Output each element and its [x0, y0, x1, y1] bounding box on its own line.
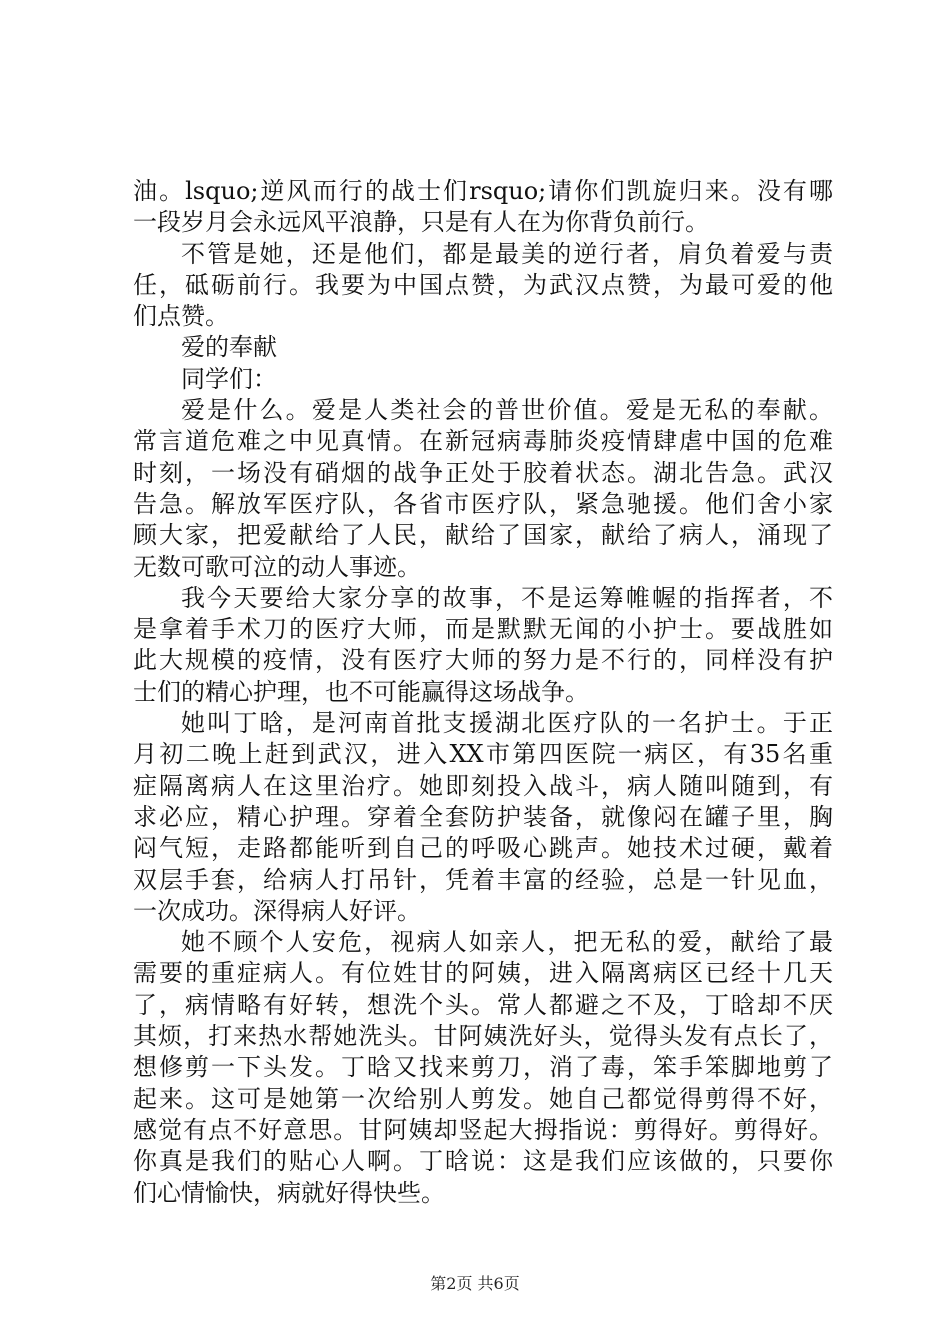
text-line: 士们的精心护理，也不可能赢得这场战争。: [133, 677, 589, 706]
text-line: 一次成功。深得病人好评。: [133, 896, 421, 925]
text-line: 时刻，一场没有硝烟的战争正处于胶着状态。湖北告急。武汉: [133, 458, 833, 487]
text-line: 她不顾个人安危，视病人如亲人，把无私的爱，献给了最: [181, 928, 833, 957]
text-line: 其烦，打来热水帮她洗头。甘阿姨洗好头，觉得头发有点长了，: [133, 1022, 833, 1051]
paragraph: [133, 176, 833, 239]
paragraph: [133, 364, 833, 395]
text-line: 油。lsquo;逆风而行的战士们rsquo;请你们凯旋归来。没有哪: [133, 177, 833, 205]
text-line: 常言道危难之中见真情。在新冠病毒肺炎疫情肆虐中国的危难: [133, 427, 833, 456]
text-line: 此大规模的疫情，没有医疗大师的努力是不行的，同样没有护: [133, 646, 833, 675]
text-line: 爱是什么。爱是人类社会的普世价值。爱是无私的奉献。: [181, 396, 833, 425]
document-body: [133, 176, 833, 1209]
text-line: 爱的奉献: [181, 333, 277, 362]
text-line: 了，病情略有好转，想洗个头。常人都避之不及，丁晗却不厌: [133, 990, 833, 1019]
page-footer: 第2页 共6页: [430, 1274, 520, 1293]
text-line: 求必应，精心护理。穿着全套防护装备，就像闷在罐子里，胸: [133, 802, 833, 831]
text-line: 你真是我们的贴心人啊。丁晗说：这是我们应该做的，只要你: [133, 1147, 833, 1176]
text-line: 起来。这可是她第一次给别人剪发。她自己都觉得剪得不好，: [133, 1084, 833, 1113]
text-line: 需要的重症病人。有位姓甘的阿姨，进入隔离病区已经十几天: [133, 959, 833, 988]
text-line: 闷气短，走路都能听到自己的呼吸心跳声。她技术过硬，戴着: [133, 834, 833, 863]
text-line: 想修剪一下头发。丁晗又找来剪刀，消了毒，笨手笨脚地剪了: [133, 1053, 833, 1082]
paragraph: [133, 239, 833, 333]
text-line: 任，砥砺前行。我要为中国点赞，为武汉点赞，为最可爱的他: [133, 270, 833, 299]
paragraph: [133, 708, 833, 927]
text-line: 症隔离病人在这里治疗。她即刻投入战斗，病人随叫随到，有: [133, 771, 833, 800]
paragraph: [133, 927, 833, 1209]
text-line: 感觉有点不好意思。甘阿姨却竖起大拇指说：剪得好。剪得好。: [133, 1115, 833, 1144]
paragraph: [133, 332, 833, 363]
text-line: 一段岁月会永远风平浪静，只是有人在为你背负前行。: [133, 208, 709, 237]
text-line: 顾大家，把爱献给了人民，献给了国家，献给了病人，涌现了: [133, 521, 833, 550]
text-line: 双层手套，给病人打吊针，凭着丰富的经验，总是一针见血，: [133, 865, 833, 894]
text-line: 同学们：: [181, 364, 277, 393]
text-line: 月初二晚上赶到武汉，进入XX市第四医院一病区，有35名重: [133, 740, 833, 769]
text-line: 不管是她，还是他们，都是最美的逆行者，肩负着爱与责: [181, 239, 833, 268]
text-line: 是拿着手术刀的医疗大师，而是默默无闻的小护士。要战胜如: [133, 615, 833, 644]
text-line: 们点赞。: [133, 302, 229, 331]
text-line: 我今天要给大家分享的故事，不是运筹帷幄的指挥者，不: [181, 583, 833, 612]
text-line: 她叫丁晗，是河南首批支援湖北医疗队的一名护士。于正: [181, 709, 833, 738]
paragraph: [133, 583, 833, 708]
text-line: 们心情愉快，病就好得快些。: [133, 1178, 445, 1207]
text-line: 告急。解放军医疗队，各省市医疗队，紧急驰援。他们舍小家: [133, 489, 833, 518]
paragraph: [133, 395, 833, 583]
text-line: 无数可歌可泣的动人事迹。: [133, 552, 421, 581]
